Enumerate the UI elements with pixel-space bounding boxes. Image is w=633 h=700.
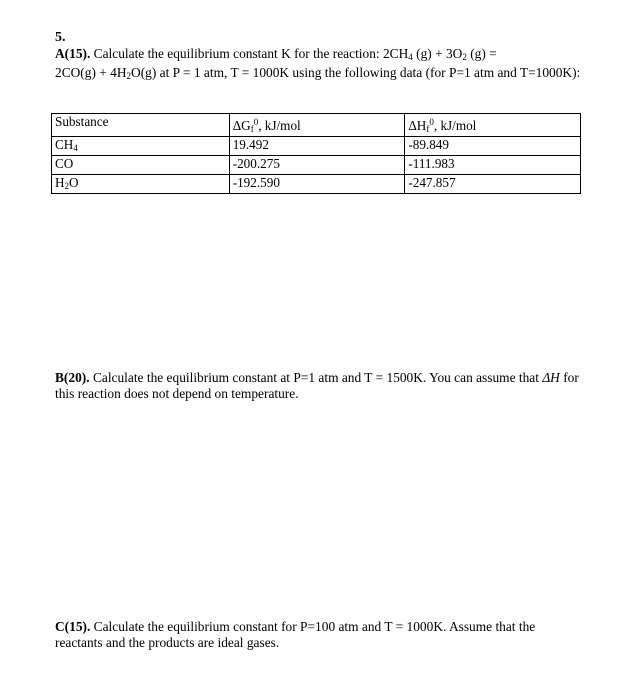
part-a-paragraph	[55, 46, 585, 84]
part-c-paragraph	[55, 619, 585, 651]
substance-subscript: 2	[64, 181, 70, 191]
part-b-text-1: Calculate the equilibrium constant at P=1 atm and T = 1500K. You can assume that	[89, 370, 543, 385]
part-b-text-2: for this reaction does not depend on temperature.	[55, 370, 579, 401]
cell-enthalpy: -111.983	[405, 156, 581, 175]
cell-substance	[52, 175, 230, 194]
substance-formula: CO	[55, 156, 74, 171]
part-a-sub-1: 4	[408, 52, 413, 62]
substance-formula: CH	[55, 137, 74, 152]
header-gibbs-symbol: ΔG	[232, 118, 251, 133]
part-a-text-2: (g) + 3O	[412, 46, 463, 61]
header-enthalpy-sub: f	[426, 124, 430, 134]
header-enthalpy-sup: 0	[429, 117, 434, 127]
part-a-sub-2: 2	[462, 52, 467, 62]
part-b-label: B(20).	[55, 370, 90, 385]
cell-substance	[52, 156, 230, 175]
header-gibbs-sub: f	[250, 124, 254, 134]
part-c-text-1: Calculate the equilibrium constant for P=100 atm and T = 1000K. Assume that the reactants and the products are ideal gases.	[55, 619, 536, 650]
table-row	[52, 137, 581, 156]
cell-enthalpy: -247.857	[405, 175, 581, 194]
substance-formula: H	[55, 175, 65, 190]
header-enthalpy	[405, 114, 581, 137]
part-a-label: A(15).	[55, 46, 91, 61]
header-gibbs-unit: , kJ/mol	[258, 118, 301, 133]
part-a-sub-4: 2	[126, 71, 132, 81]
header-gibbs-sup: 0	[253, 117, 259, 127]
thermo-data-table	[51, 113, 581, 194]
substance-subscript: 4	[73, 143, 78, 153]
cell-gibbs: -192.590	[229, 175, 405, 194]
header-gibbs	[229, 114, 405, 137]
table-row	[52, 156, 581, 175]
part-b-delta-h: ΔH	[542, 370, 560, 385]
part-a-text-3: (g) =	[466, 46, 497, 61]
header-enthalpy-unit: , kJ/mol	[433, 118, 477, 133]
cell-enthalpy: -89.849	[405, 137, 581, 156]
table-header-row	[52, 114, 581, 137]
part-c-label: C(15).	[55, 619, 91, 634]
header-substance: Substance	[52, 114, 230, 137]
cell-gibbs: 19.492	[229, 137, 405, 156]
header-enthalpy-symbol: ΔH	[408, 118, 427, 133]
substance-tail: O	[69, 175, 79, 190]
part-a-text-4: 2CO(g) + 4H	[55, 65, 127, 80]
part-a-text-5: O(g) at P = 1 atm, T = 1000K using the following data (for P=1 atm and T=1000K):	[131, 65, 581, 80]
cell-gibbs: -200.275	[229, 156, 405, 175]
cell-substance	[52, 137, 230, 156]
table-row	[52, 175, 581, 194]
part-b-paragraph	[55, 370, 585, 402]
question-number: 5.	[55, 30, 66, 45]
part-a-text-1: Calculate the equilibrium constant K for the reaction: 2CH	[90, 46, 409, 61]
